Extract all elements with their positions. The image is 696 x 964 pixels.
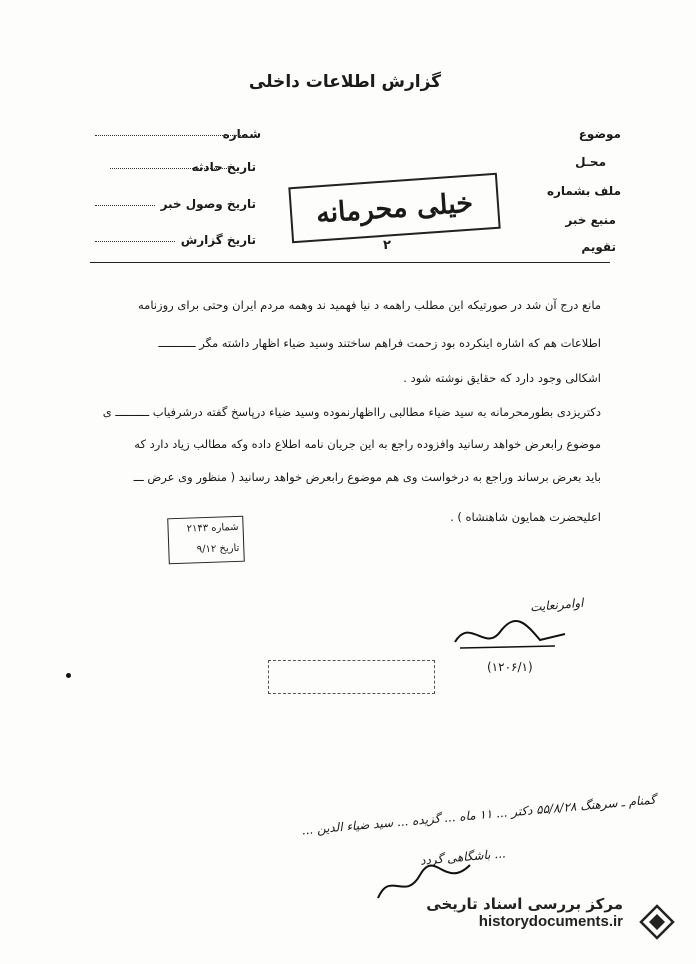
- watermark-site: historydocuments.ir: [478, 913, 623, 930]
- body-line-1: مانع درج آن شد در صورتیکه این مطلب راهمه د نیا فهمید ند وهمه مردم ایران وحتی برای روزنامه: [138, 298, 601, 312]
- field-line-report-date: [95, 241, 175, 242]
- body-line-5: موضوع رابعرض خواهد رسانید وافزوده راجع به این جریان نامه اطلاع داده وکه مطالب زیاد دارد که: [134, 437, 601, 451]
- body-line-7: اعلیحضرت همایون شاهنشاه ) .: [450, 510, 601, 524]
- field-line-incident-date: [110, 168, 235, 169]
- faint-stamp: [268, 660, 435, 694]
- field-label-location: محـل: [575, 155, 606, 169]
- field-label-incident-date: تاریخ حادثه: [191, 160, 256, 174]
- field-label-calendar: تقویم: [581, 240, 616, 254]
- field-label-number: شماره: [222, 127, 261, 141]
- field-label-source: منبع خبر: [565, 213, 616, 227]
- stray-mark: [66, 673, 71, 678]
- field-line-receipt-date: [95, 205, 155, 206]
- signature-scribble: [445, 612, 575, 657]
- field-label-receipt-date: تاریخ وصول خبر: [160, 197, 256, 211]
- body-line-6: باید بعرض برساند وراجع به درخواست وی هم موضوع رابعرض خواهد رسانید ( منظور وی عرض ـــ: [133, 470, 601, 484]
- field-label-subject: موضوع: [578, 127, 621, 141]
- signature-number: (۱۲۰۶/۱): [487, 660, 533, 674]
- registration-date: تاریخ ۹/۱۲: [196, 542, 240, 556]
- body-line-4: دکتریزدی بطورمحرمانه به سید ضیاء مطالبی رااظهارنموده وسید ضیاء درپاسخ گفته درشرفیاب ــــــــــ ی: [102, 405, 601, 419]
- header-separator: [90, 262, 610, 263]
- registration-box: [167, 516, 245, 565]
- registration-number: شماره ۲۱۴۳: [186, 521, 239, 535]
- field-line-number: [95, 135, 245, 136]
- field-label-file-number: ملف بشماره: [546, 184, 621, 198]
- approval-note: اوامرنعایت: [529, 595, 584, 615]
- field-label-report-date: تاریخ گزارش: [180, 233, 256, 247]
- page-number: ۲: [383, 238, 391, 253]
- report-title: گزارش اطلاعات داخلی: [248, 72, 442, 92]
- classification-stamp: خیلی محرمانه: [288, 173, 500, 243]
- watermark-logo-icon: [637, 902, 677, 942]
- handwritten-note-line-2: ... باشگاهی گردد: [419, 846, 507, 868]
- body-line-3: اشکالی وجود دارد که حقایق نوشته شود .: [403, 371, 601, 385]
- body-line-2: اطلاعات هم که اشاره اینکرده بود زحمت فراهم ساختند وسید ضیاء اظهار داشته مگر ـــــــــــ: [158, 336, 601, 350]
- handwritten-note-line-1: گمنام ـ سرهنگ ۵۵/۸/۲۸ دکتر ... ۱۱ ماه ... گزیده ... سید ضیاء الدین ...: [300, 792, 656, 838]
- watermark-org-name: مرکز بررسی اسناد تاریخی: [426, 895, 623, 913]
